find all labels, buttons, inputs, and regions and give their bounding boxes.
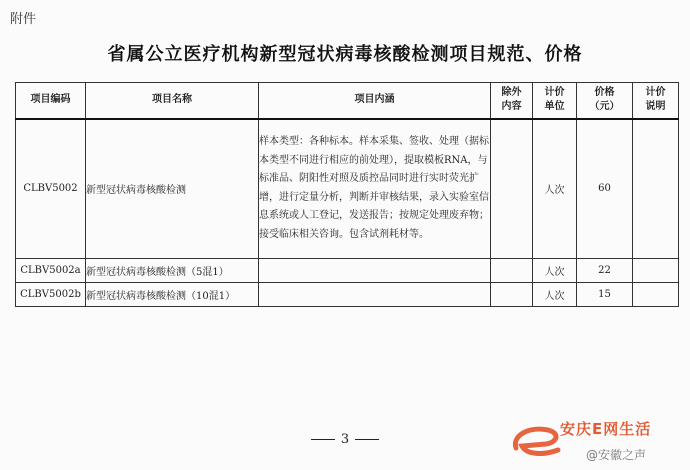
header-note-line2: 说明 — [645, 101, 666, 113]
header-price-line2: （元） — [589, 101, 620, 113]
cell-name: 新型冠状病毒核酸检测（10混1） — [86, 283, 259, 307]
cell-code: CLBV5002 — [16, 119, 86, 259]
cell-code: CLBV5002b — [16, 283, 86, 307]
header-unit-line1: 计价 — [544, 87, 565, 99]
header-unit — [533, 83, 577, 119]
watermark-site-text: 安庆E网生活 — [560, 420, 652, 438]
cell-exclusion — [491, 283, 533, 307]
header-price-line1: 价格 — [594, 87, 615, 99]
cell-name: 新型冠状病毒核酸检测 — [86, 119, 259, 259]
cell-unit: 人次 — [533, 283, 577, 307]
header-exclusion-line2: 内容 — [501, 101, 522, 113]
page-number-dash-right — [355, 439, 379, 440]
cell-exclusion — [491, 259, 533, 283]
cell-unit: 人次 — [533, 259, 577, 283]
header-price — [577, 83, 633, 119]
header-exclusion-line1: 除外 — [501, 87, 522, 99]
cell-content: 样本类型：各种标本。样本采集、签收、处理（据标本类型不同进行相应的前处理），提取模板RNA，与标准品、阴阳性对照及质控品同时进行实时荧光扩增，进行定量分析，判断并审核结果，录入实验室信息系统或人工登记，发送报告；按规定处理废弃物；接受临床相关咨询。包含试剂耗材等。 — [259, 119, 491, 259]
cell-unit: 人次 — [533, 119, 577, 259]
table-row — [16, 259, 679, 283]
table-header-row — [16, 83, 679, 119]
header-content: 项目内涵 — [259, 83, 491, 119]
watermark-account-text: @安徽之声 — [586, 448, 647, 462]
cell-exclusion — [491, 119, 533, 259]
header-code: 项目编码 — [16, 83, 86, 119]
cell-price: 15 — [577, 283, 633, 307]
cell-price: 60 — [577, 119, 633, 259]
header-unit-line2: 单位 — [544, 101, 565, 113]
table-row — [16, 119, 679, 259]
cell-note — [633, 259, 679, 283]
page-number-value: 3 — [340, 432, 350, 447]
table-row — [16, 283, 679, 307]
header-note — [633, 83, 679, 119]
annex-label: 附件 — [10, 12, 37, 27]
price-table — [15, 82, 679, 307]
cell-content — [259, 283, 491, 307]
cell-code: CLBV5002a — [16, 259, 86, 283]
header-exclusion — [491, 83, 533, 119]
cell-note — [633, 283, 679, 307]
cell-note — [633, 119, 679, 259]
header-name: 项目名称 — [86, 83, 259, 119]
page-title: 省属公立医疗机构新型冠状病毒核酸检测项目规范、价格 — [107, 44, 583, 65]
header-note-line1: 计价 — [645, 87, 666, 99]
cell-content — [259, 259, 491, 283]
cell-price: 22 — [577, 259, 633, 283]
page-number-dash-left — [311, 439, 335, 440]
cell-name: 新型冠状病毒核酸检测（5混1） — [86, 259, 259, 283]
